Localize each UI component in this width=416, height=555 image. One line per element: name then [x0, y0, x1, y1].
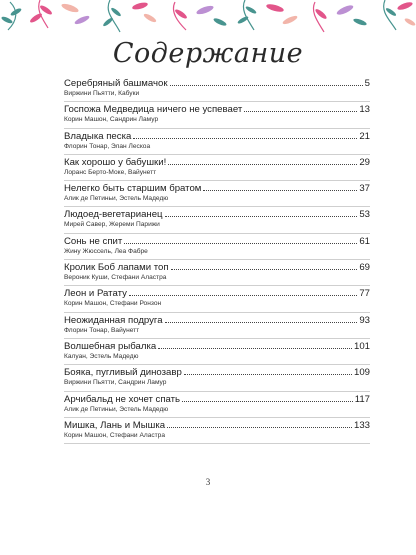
- toc-entry-authors: Алик де Петиньи, Эстель Мадедю: [64, 405, 169, 413]
- toc-entry-page: 5: [364, 78, 370, 89]
- toc-entry-title: Кролик Боб лапами топ: [64, 262, 169, 274]
- toc-entry[interactable]: [64, 181, 370, 207]
- toc-entry-authors: Корин Машон, Стефани Аластра: [64, 431, 166, 439]
- dot-leader: [133, 137, 357, 139]
- toc-entry[interactable]: [64, 102, 370, 128]
- dot-leader: [158, 347, 352, 349]
- dot-leader: [244, 110, 357, 112]
- table-of-contents: [64, 76, 370, 444]
- toc-entry-title: Мишка, Лань и Мышка: [64, 419, 166, 431]
- toc-entry-title: Леон и Ратату: [64, 288, 127, 300]
- toc-entry[interactable]: [64, 313, 370, 339]
- toc-entry-title: Волшебная рыбалка: [64, 340, 157, 352]
- toc-entry-page: 21: [359, 130, 370, 142]
- dot-leader: [168, 163, 357, 165]
- toc-entry-authors: Вероник Куши, Стефани Аластра: [64, 274, 167, 282]
- toc-entry[interactable]: [64, 234, 370, 260]
- page-title: Содержание: [112, 38, 304, 69]
- toc-entry-title: Сонь не спит: [64, 235, 123, 247]
- toc-entry[interactable]: [64, 418, 370, 444]
- toc-entry-page: 13: [359, 104, 370, 116]
- toc-entry-authors: Лоранс Берто-Моке, Вайунетт: [64, 168, 157, 176]
- toc-entry[interactable]: [64, 260, 370, 286]
- toc-entry-page: 117: [354, 393, 370, 405]
- toc-entry-title: Бояка, пугливый динозавр: [64, 367, 182, 379]
- leaves-illustration-icon: [0, 0, 416, 34]
- toc-entry[interactable]: [64, 207, 370, 233]
- toc-entry-page: 109: [353, 367, 370, 379]
- toc-entry-title: Нелегко быть старшим братом: [64, 183, 202, 195]
- toc-entry-authors: Жину Жюссель, Леа Фабре: [64, 247, 148, 255]
- toc-entry-authors: Корин Машон, Стефани Ронзон: [64, 300, 162, 308]
- toc-entry-page: 37: [359, 183, 370, 195]
- toc-entry-page: 29: [359, 156, 370, 168]
- toc-entry-authors: Корин Машон, Сандрин Ламур: [64, 116, 159, 124]
- dot-leader: [184, 373, 352, 375]
- toc-entry-page: 61: [359, 235, 370, 247]
- dot-leader: [165, 321, 358, 323]
- toc-entry-title: Владыка песка: [64, 130, 132, 142]
- dot-leader: [182, 400, 353, 402]
- toc-entry-title: Госпожа Медведица ничего не успевает: [64, 104, 243, 116]
- dot-leader: [167, 426, 352, 428]
- toc-entry-title: Неожиданная подруга: [64, 314, 163, 326]
- toc-entry-authors: Мирей Савер, Жереми Парижи: [64, 221, 160, 229]
- toc-entry[interactable]: [64, 365, 370, 391]
- toc-entry[interactable]: [64, 129, 370, 155]
- toc-entry[interactable]: [64, 392, 370, 418]
- toc-entry-authors: Виржини Пьятти, Сандрин Ламур: [64, 379, 167, 387]
- toc-entry-title: Серебряный башмачок: [64, 78, 168, 89]
- toc-entry-authors: Алик де Петиньи, Эстель Мадедю: [64, 195, 169, 203]
- toc-entry[interactable]: [64, 339, 370, 365]
- toc-entry-page: 101: [353, 340, 370, 352]
- toc-entry-authors: Флорин Тонар, Элан Лескоа: [64, 142, 151, 150]
- floral-header-decoration: [0, 0, 416, 34]
- toc-entry[interactable]: [64, 286, 370, 312]
- dot-leader: [129, 294, 357, 296]
- dot-leader: [124, 242, 357, 244]
- page-number: 3: [205, 477, 211, 487]
- dot-leader: [165, 215, 358, 217]
- toc-entry-authors: Калуан, Эстель Мадедю: [64, 352, 139, 360]
- dot-leader: [203, 189, 357, 191]
- toc-entry-authors: Виржини Пьятти, Кабуки: [64, 90, 140, 97]
- dot-leader: [171, 268, 358, 270]
- dot-leader: [170, 84, 363, 86]
- toc-entry-title: Арчибальд не хочет спать: [64, 393, 181, 405]
- toc-entry-page: 133: [353, 419, 370, 431]
- toc-entry-authors: Флорин Тонар, Вайунетт: [64, 326, 140, 334]
- toc-entry-page: 77: [359, 288, 370, 300]
- toc-entry-page: 93: [359, 314, 370, 326]
- toc-entry-page: 69: [359, 262, 370, 274]
- toc-entry-page: 53: [359, 209, 370, 221]
- toc-entry-title: Людоед-вегетарианец: [64, 209, 163, 221]
- toc-entry[interactable]: [64, 155, 370, 181]
- toc-entry-title: Как хорошо у бабушки!: [64, 156, 167, 168]
- toc-entry[interactable]: [64, 76, 370, 102]
